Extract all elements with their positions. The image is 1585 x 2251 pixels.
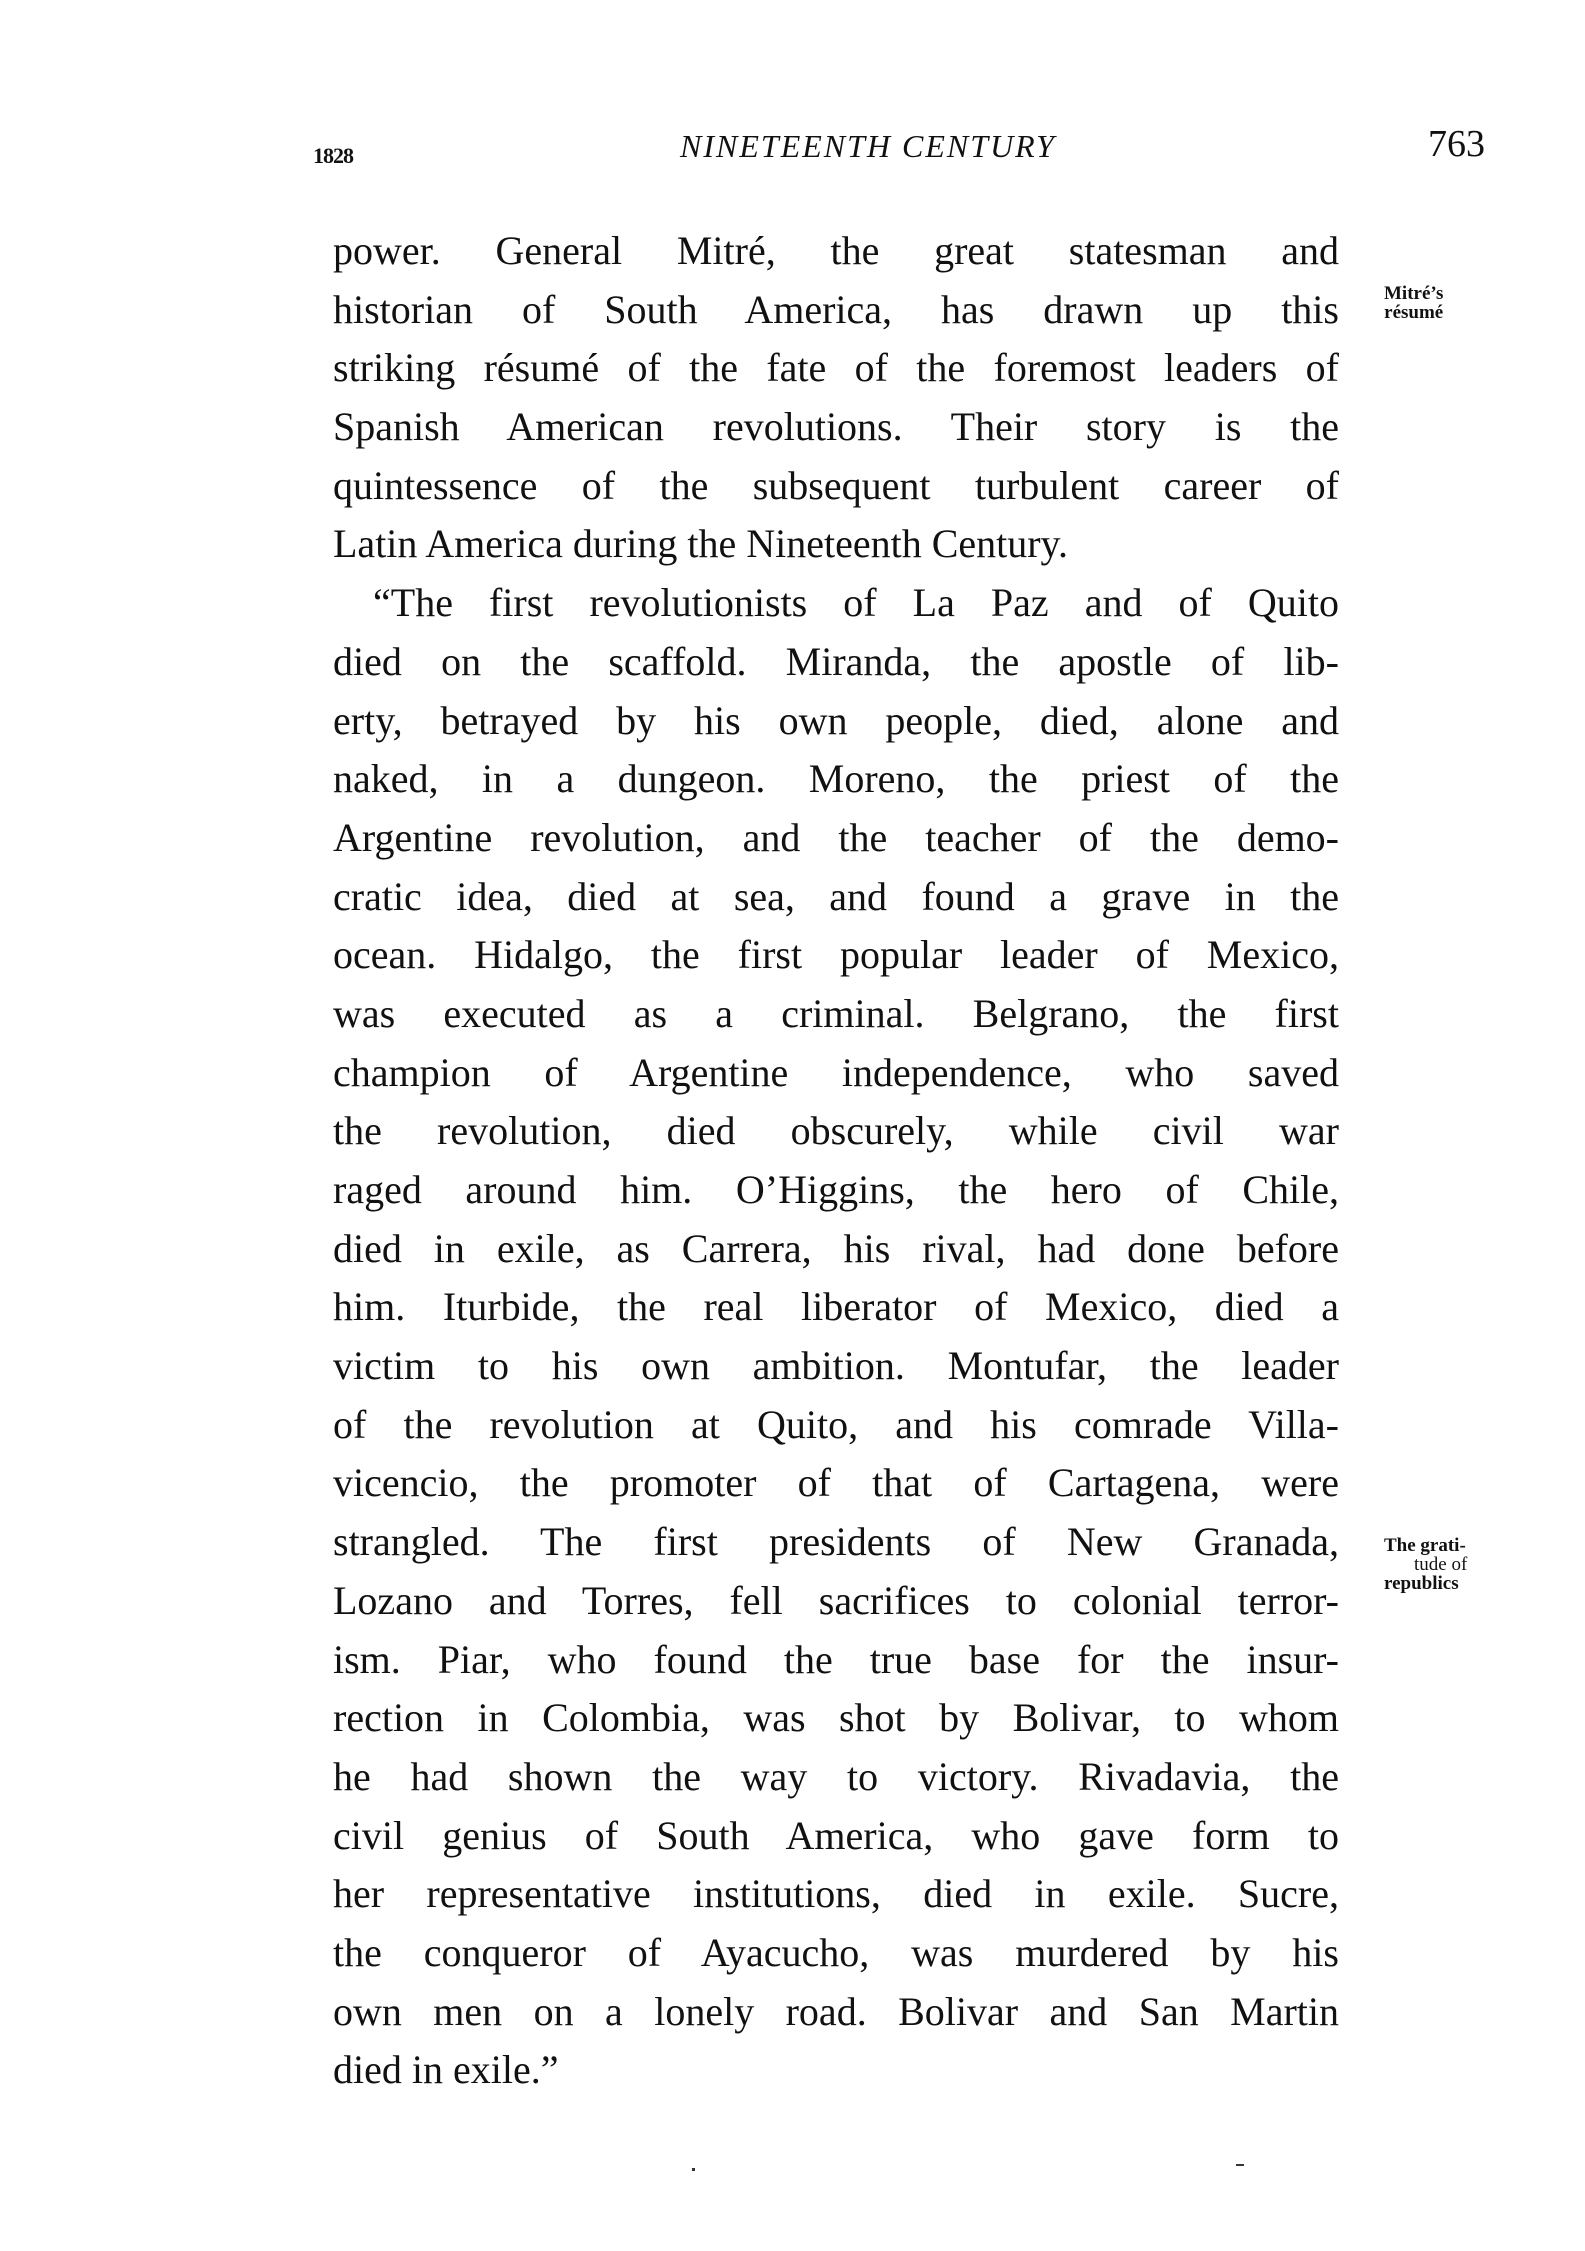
text-line: rection in Colombia, was shot by Bolivar, to whom	[333, 1695, 1339, 1741]
margin-note-line: résumé	[1384, 302, 1444, 323]
text-line: victim to his own ambition. Montufar, the leader	[333, 1343, 1339, 1389]
text-line: erty, betrayed by his own people, died, alone and	[333, 697, 1339, 743]
text-line: him. Iturbide, the real liberator of Mexico, died a	[333, 1284, 1339, 1330]
margin-note-line: The grati-	[1384, 1535, 1466, 1556]
margin-note-mitres-resume	[1384, 284, 1443, 322]
page-number: 763	[1428, 123, 1485, 165]
margin-note-line: tude of	[1414, 1554, 1468, 1575]
text-line: he had shown the way to victory. Rivadavia, the	[333, 1753, 1339, 1799]
text-line: the conqueror of Ayacucho, was murdered by his	[333, 1929, 1339, 1975]
text-line: Spanish American revolutions. Their story is the	[333, 404, 1339, 450]
text-line: power. General Mitré, the great statesman and	[333, 228, 1339, 273]
text-line: Argentine revolution, and the teacher of the demo-	[333, 814, 1339, 860]
margin-note-line: republics	[1384, 1573, 1459, 1594]
text-line: quintessence of the subsequent turbulent career of	[333, 462, 1339, 508]
margin-note-gratitude-of-republics	[1384, 1536, 1467, 1593]
text-line: of the revolution at Quito, and his comrade Villa-	[333, 1401, 1339, 1447]
margin-note-line: Mitré’s	[1384, 283, 1444, 304]
text-line: champion of Argentine independence, who saved	[333, 1049, 1339, 1095]
text-line: died on the scaffold. Miranda, the apostle of lib-	[333, 638, 1339, 684]
text-line: vicencio, the promoter of that of Cartagena, were	[333, 1460, 1339, 1506]
text-line: civil genius of South America, who gave form to	[333, 1812, 1339, 1858]
text-line: raged around him. O’Higgins, the hero of Chile,	[333, 1167, 1339, 1212]
text-line: striking résumé of the fate of the foremost leaders of	[333, 345, 1339, 391]
text-line: ocean. Hidalgo, the first popular leader of Mexico,	[333, 932, 1339, 978]
text-line: “The first revolutionists of La Paz and of Quito	[373, 580, 1339, 626]
text-line: Latin America during the Nineteenth Century.	[333, 521, 1068, 567]
text-line: historian of South America, has drawn up this	[333, 286, 1339, 332]
text-line: died in exile, as Carrera, his rival, had done before	[333, 1225, 1339, 1271]
running-head-year: 1828	[313, 143, 353, 168]
running-head-title: NINETEENTH CENTURY	[680, 128, 1056, 164]
text-line: the revolution, died obscurely, while civil war	[333, 1108, 1339, 1154]
text-line: her representative institutions, died in exile. Sucre,	[333, 1871, 1339, 1917]
text-line: ism. Piar, who found the true base for the insur-	[333, 1636, 1339, 1682]
print-speck	[1236, 2164, 1244, 2166]
print-speck	[692, 2168, 695, 2171]
text-line: naked, in a dungeon. Moreno, the priest of the	[333, 756, 1339, 802]
text-line: strangled. The first presidents of New Granada,	[333, 1519, 1339, 1565]
text-line: cratic idea, died at sea, and found a grave in the	[333, 873, 1339, 919]
text-line: was executed as a criminal. Belgrano, the first	[333, 990, 1339, 1036]
text-line: died in exile.”	[333, 2047, 559, 2093]
text-line: Lozano and Torres, fell sacrifices to colonial terror-	[333, 1577, 1339, 1623]
body-text	[333, 222, 1339, 2100]
text-line: own men on a lonely road. Bolivar and San Martin	[333, 1988, 1339, 2034]
